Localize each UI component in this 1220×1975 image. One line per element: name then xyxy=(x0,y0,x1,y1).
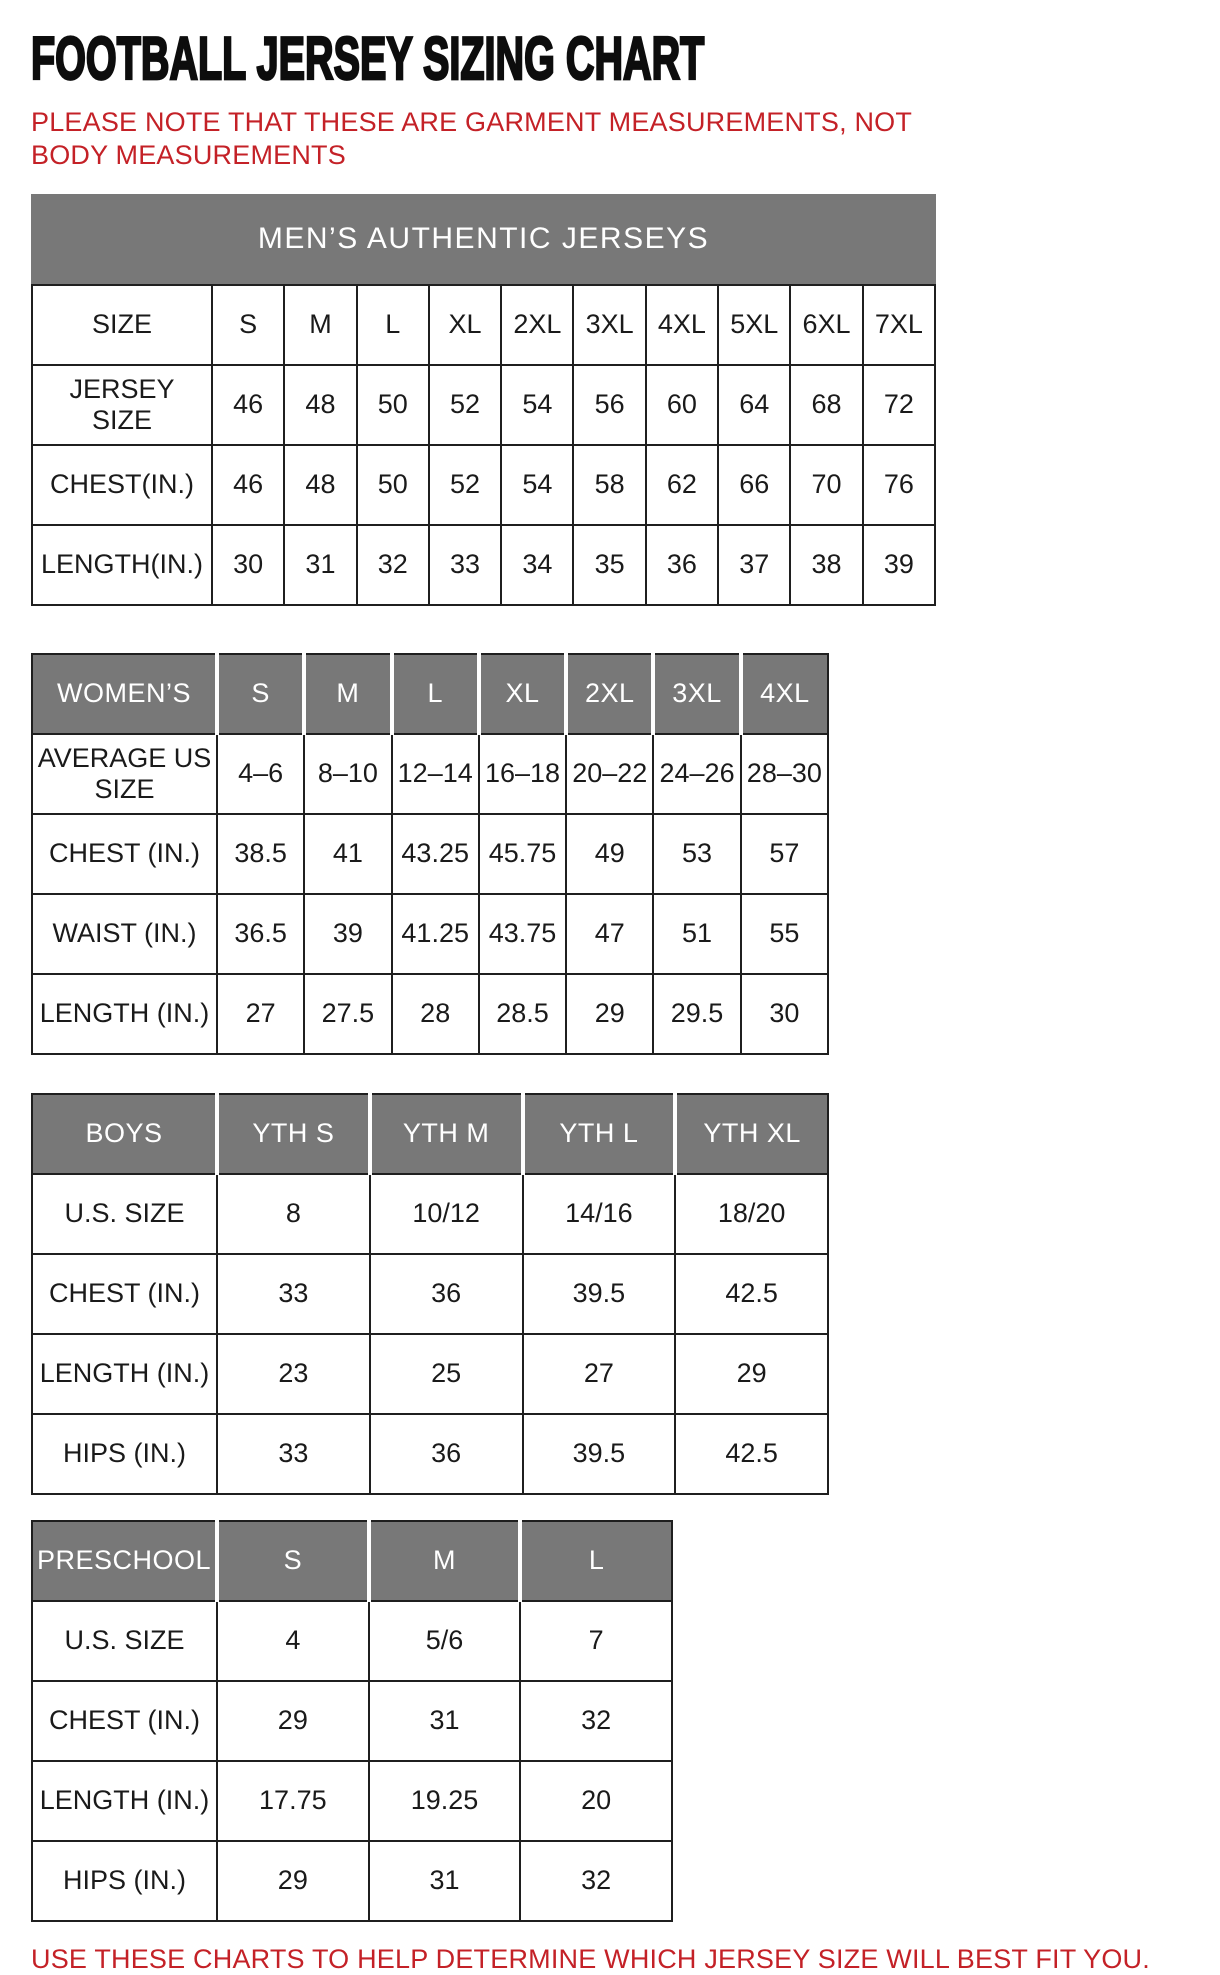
measurement-cell: 27.5 xyxy=(304,974,391,1054)
row-label: U.S. SIZE xyxy=(32,1601,217,1681)
row-label: U.S. SIZE xyxy=(32,1174,217,1254)
measurement-cell: 52 xyxy=(429,445,501,525)
table-row xyxy=(32,1841,672,1921)
measurement-cell: 25 xyxy=(370,1334,523,1414)
measurement-cell: 4–6 xyxy=(217,734,304,814)
measurement-cell: 76 xyxy=(863,445,935,525)
size-column-header: 3XL xyxy=(653,654,740,734)
table-row xyxy=(32,1414,828,1494)
measurement-cell: 38.5 xyxy=(217,814,304,894)
measurement-cell: 20 xyxy=(520,1761,672,1841)
page-title: FOOTBALL JERSEY SIZING CHART xyxy=(31,23,705,92)
row-label: LENGTH (IN.) xyxy=(32,974,217,1054)
measurement-cell: 32 xyxy=(357,525,429,605)
measurement-cell: 31 xyxy=(369,1841,521,1921)
measurement-cell: 58 xyxy=(573,445,645,525)
measurement-cell: 54 xyxy=(501,365,573,445)
garment-measurements-note: PLEASE NOTE THAT THESE ARE GARMENT MEASUREMENTS, NOT BODY MEASUREMENTS xyxy=(31,107,912,170)
table-row xyxy=(32,1681,672,1761)
table-row xyxy=(32,525,935,605)
measurement-cell: 56 xyxy=(573,365,645,445)
row-label: LENGTH (IN.) xyxy=(32,1761,217,1841)
measurement-cell: 29.5 xyxy=(653,974,740,1054)
measurement-cell: 55 xyxy=(741,894,828,974)
measurement-cell: 19.25 xyxy=(369,1761,521,1841)
size-column-header: 5XL xyxy=(718,285,790,365)
measurement-cell: 29 xyxy=(217,1681,369,1761)
measurement-cell: 48 xyxy=(284,445,356,525)
size-column-header: 4XL xyxy=(741,654,828,734)
measurement-cell: 72 xyxy=(863,365,935,445)
measurement-cell: 66 xyxy=(718,445,790,525)
table-row xyxy=(32,1601,672,1681)
measurement-cell: 36 xyxy=(646,525,718,605)
measurement-cell: 27 xyxy=(217,974,304,1054)
measurement-cell: 39 xyxy=(863,525,935,605)
size-column-header: S xyxy=(217,1521,369,1601)
measurement-cell: 10/12 xyxy=(370,1174,523,1254)
measurement-cell: 36.5 xyxy=(217,894,304,974)
row-label: CHEST (IN.) xyxy=(32,1681,217,1761)
measurement-cell: 39 xyxy=(304,894,391,974)
measurement-cell: 38 xyxy=(790,525,862,605)
measurement-cell: 64 xyxy=(718,365,790,445)
measurement-cell: 7 xyxy=(520,1601,672,1681)
measurement-cell: 29 xyxy=(566,974,653,1054)
measurement-cell: 28 xyxy=(392,974,479,1054)
table-row xyxy=(32,734,828,814)
measurement-cell: 47 xyxy=(566,894,653,974)
size-column-header: YTH L xyxy=(523,1094,676,1174)
measurement-cell: 31 xyxy=(369,1681,521,1761)
measurement-cell: 48 xyxy=(284,365,356,445)
measurement-cell: 33 xyxy=(429,525,501,605)
measurement-cell: 4 xyxy=(217,1601,369,1681)
size-column-header: 3XL xyxy=(573,285,645,365)
measurement-cell: 43.75 xyxy=(479,894,566,974)
measurement-cell: 51 xyxy=(653,894,740,974)
measurement-cell: 29 xyxy=(217,1841,369,1921)
size-column-header: 2XL xyxy=(501,285,573,365)
table-row xyxy=(32,365,935,445)
measurement-cell: 68 xyxy=(790,365,862,445)
header-row xyxy=(32,1094,828,1174)
table-title-cell: WOMEN’S xyxy=(32,654,217,734)
measurement-cell: 31 xyxy=(284,525,356,605)
size-column-header: 6XL xyxy=(790,285,862,365)
size-column-header: 7XL xyxy=(863,285,935,365)
row-label: HIPS (IN.) xyxy=(32,1841,217,1921)
size-column-header: L xyxy=(520,1521,672,1601)
table-row xyxy=(32,1174,828,1254)
measurement-cell: 30 xyxy=(741,974,828,1054)
measurement-cell: 39.5 xyxy=(523,1414,676,1494)
size-column-header: M xyxy=(369,1521,521,1601)
table-row xyxy=(32,1334,828,1414)
measurement-cell: 5/6 xyxy=(369,1601,521,1681)
measurement-cell: 32 xyxy=(520,1841,672,1921)
table-row xyxy=(32,814,828,894)
measurement-cell: 23 xyxy=(217,1334,370,1414)
mens-table-banner: MEN’S AUTHENTIC JERSEYS xyxy=(31,194,936,284)
measurement-cell: 57 xyxy=(741,814,828,894)
size-column-header: L xyxy=(357,285,429,365)
measurement-cell: 17.75 xyxy=(217,1761,369,1841)
size-column-header: S xyxy=(212,285,284,365)
table-title-cell: PRESCHOOL xyxy=(32,1521,217,1601)
measurement-cell: 49 xyxy=(566,814,653,894)
row-label: HIPS (IN.) xyxy=(32,1414,217,1494)
footer-note: USE THESE CHARTS TO HELP DETERMINE WHICH JERSEY SIZE WILL BEST FIT YOU. xyxy=(31,1943,1150,1974)
measurement-cell: 42.5 xyxy=(675,1414,828,1494)
row-label: LENGTH(IN.) xyxy=(32,525,212,605)
size-column-header: XL xyxy=(479,654,566,734)
size-column-header: S xyxy=(217,654,304,734)
measurement-cell: 41 xyxy=(304,814,391,894)
measurement-cell: 52 xyxy=(429,365,501,445)
table-row xyxy=(32,974,828,1054)
measurement-cell: 12–14 xyxy=(392,734,479,814)
size-column-header: YTH S xyxy=(217,1094,370,1174)
row-label: CHEST (IN.) xyxy=(32,1254,217,1334)
row-label: CHEST(IN.) xyxy=(32,445,212,525)
table-title-cell: SIZE xyxy=(32,285,212,365)
measurement-cell: 29 xyxy=(675,1334,828,1414)
measurement-cell: 32 xyxy=(520,1681,672,1761)
preschool-sizing-table xyxy=(31,1520,673,1922)
table-title-cell: BOYS xyxy=(32,1094,217,1174)
measurement-cell: 14/16 xyxy=(523,1174,676,1254)
header-row xyxy=(32,1521,672,1601)
row-label: AVERAGE US SIZE xyxy=(32,734,217,814)
measurement-cell: 46 xyxy=(212,445,284,525)
table-row xyxy=(32,445,935,525)
row-label: LENGTH (IN.) xyxy=(32,1334,217,1414)
measurement-cell: 27 xyxy=(523,1334,676,1414)
measurement-cell: 46 xyxy=(212,365,284,445)
measurement-cell: 30 xyxy=(212,525,284,605)
measurement-cell: 24–26 xyxy=(653,734,740,814)
measurement-cell: 8–10 xyxy=(304,734,391,814)
size-column-header: YTH XL xyxy=(675,1094,828,1174)
measurement-cell: 45.75 xyxy=(479,814,566,894)
measurement-cell: 20–22 xyxy=(566,734,653,814)
measurement-cell: 62 xyxy=(646,445,718,525)
measurement-cell: 39.5 xyxy=(523,1254,676,1334)
measurement-cell: 36 xyxy=(370,1254,523,1334)
measurement-cell: 28.5 xyxy=(479,974,566,1054)
measurement-cell: 41.25 xyxy=(392,894,479,974)
boys-sizing-table xyxy=(31,1093,829,1495)
measurement-cell: 36 xyxy=(370,1414,523,1494)
size-column-header: 4XL xyxy=(646,285,718,365)
measurement-cell: 18/20 xyxy=(675,1174,828,1254)
row-label: JERSEY SIZE xyxy=(32,365,212,445)
table-row xyxy=(32,894,828,974)
header-row xyxy=(32,654,828,734)
size-column-header: M xyxy=(304,654,391,734)
size-column-header: 2XL xyxy=(566,654,653,734)
womens-sizing-table xyxy=(31,653,829,1055)
measurement-cell: 33 xyxy=(217,1254,370,1334)
size-column-header: XL xyxy=(429,285,501,365)
header-row xyxy=(32,285,935,365)
measurement-cell: 60 xyxy=(646,365,718,445)
measurement-cell: 37 xyxy=(718,525,790,605)
row-label: WAIST (IN.) xyxy=(32,894,217,974)
measurement-cell: 8 xyxy=(217,1174,370,1254)
measurement-cell: 35 xyxy=(573,525,645,605)
mens-sizing-table xyxy=(31,284,936,606)
measurement-cell: 50 xyxy=(357,365,429,445)
measurement-cell: 54 xyxy=(501,445,573,525)
size-column-header: YTH M xyxy=(370,1094,523,1174)
table-row xyxy=(32,1254,828,1334)
measurement-cell: 34 xyxy=(501,525,573,605)
measurement-cell: 42.5 xyxy=(675,1254,828,1334)
measurement-cell: 50 xyxy=(357,445,429,525)
measurement-cell: 53 xyxy=(653,814,740,894)
size-column-header: M xyxy=(284,285,356,365)
row-label: CHEST (IN.) xyxy=(32,814,217,894)
measurement-cell: 70 xyxy=(790,445,862,525)
table-row xyxy=(32,1761,672,1841)
size-column-header: L xyxy=(392,654,479,734)
measurement-cell: 43.25 xyxy=(392,814,479,894)
measurement-cell: 28–30 xyxy=(741,734,828,814)
measurement-cell: 16–18 xyxy=(479,734,566,814)
measurement-cell: 33 xyxy=(217,1414,370,1494)
